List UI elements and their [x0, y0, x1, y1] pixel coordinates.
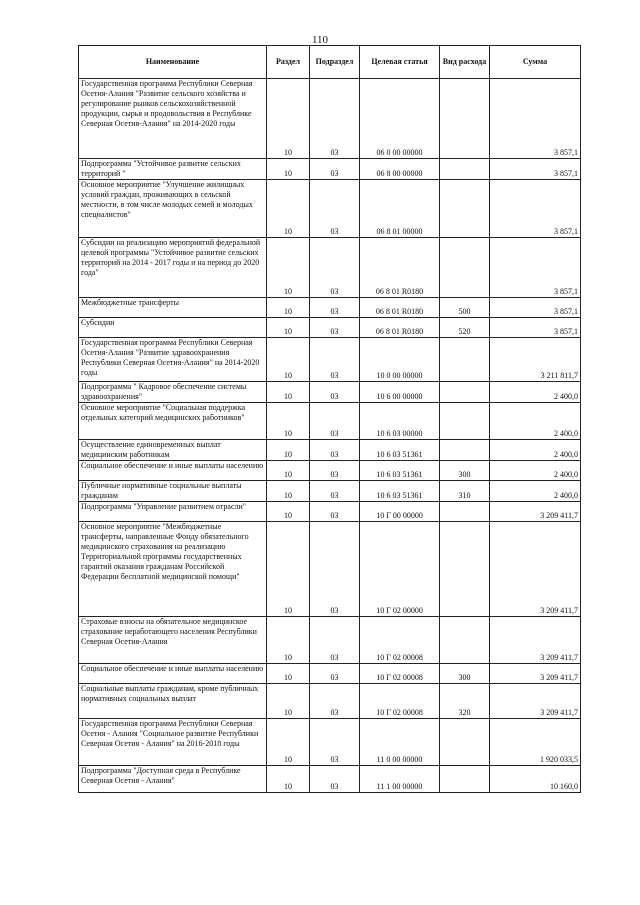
row-name: Субсидии на реализацию мероприятий федеральной целевой программы "Устойчивое развитие сельских территорий на 2014 - 2017 годы и на период до 2020 года"	[79, 238, 267, 298]
row-podrazdel: 03	[310, 338, 360, 382]
row-sum: 2 400,0	[490, 403, 581, 440]
row-name: Межбюджетные трансферты	[79, 298, 267, 318]
header-sum: Сумма	[490, 46, 581, 79]
header-razdel: Раздел	[267, 46, 310, 79]
row-sum: 2 400,0	[490, 440, 581, 461]
row-razdel: 10	[267, 766, 310, 793]
row-article: 10 Г 00 00000	[360, 502, 440, 522]
page-number: 110	[311, 34, 329, 46]
header-name: Наименование	[79, 46, 267, 79]
row-article: 06 8 00 00000	[360, 159, 440, 180]
row-razdel: 10	[267, 502, 310, 522]
row-podrazdel: 03	[310, 382, 360, 403]
row-vid	[440, 238, 490, 298]
table-row	[79, 403, 581, 440]
row-name: Государственная программа Республики Северная Осетия - Алания "Социальное развитие Республики Северная Осетия - Алания" на 2016-2018 годы	[79, 719, 267, 766]
row-podrazdel: 03	[310, 481, 360, 502]
row-sum: 3 209 411,7	[490, 664, 581, 684]
row-razdel: 10	[267, 238, 310, 298]
row-article: 06 8 01 00000	[360, 180, 440, 238]
row-article: 10 6 03 51361	[360, 440, 440, 461]
row-name: Основное мероприятие "Улучшение жилищных условий граждан, проживающих в сельской местности, в том числе молодых семей и молодых специалистов"	[79, 180, 267, 238]
header-vid: Вид расхода	[440, 46, 490, 79]
row-razdel: 10	[267, 159, 310, 180]
table-body	[79, 79, 581, 793]
row-podrazdel: 03	[310, 766, 360, 793]
table-row	[79, 461, 581, 481]
row-name: Основное мероприятие "Межбюджетные трансферты, направленные Фонду обязательного медицинского страхования на реализацию Территориальной программы государственных гарантий оказания гражданам Российской Федерации бесплатной медицинской помощи"	[79, 522, 267, 617]
row-sum: 10 160,0	[490, 766, 581, 793]
row-razdel: 10	[267, 461, 310, 481]
row-sum: 3 209 411,7	[490, 502, 581, 522]
budget-table	[78, 45, 581, 793]
table-row	[79, 481, 581, 502]
row-vid: 520	[440, 318, 490, 338]
row-article: 10 0 00 00000	[360, 338, 440, 382]
row-article: 10 Г 02 00000	[360, 522, 440, 617]
row-name: Государственная программа Республики Северная Осетия-Алания "Развитие сельского хозяйства и регулирование рынков сельскохозяйственной продукции, сырья и продовольствия в Республике Северная Осетия-Алания" на 2014-2020 годы	[79, 79, 267, 159]
table-row	[79, 238, 581, 298]
row-podrazdel: 03	[310, 522, 360, 617]
table-row	[79, 338, 581, 382]
row-razdel: 10	[267, 684, 310, 719]
row-name: Подпрограмма "Управление развитием отрасли"	[79, 502, 267, 522]
row-article: 10 Г 02 00008	[360, 684, 440, 719]
row-vid	[440, 502, 490, 522]
row-vid: 500	[440, 298, 490, 318]
row-sum: 3 857,1	[490, 180, 581, 238]
row-podrazdel: 03	[310, 617, 360, 664]
row-sum: 2 400,0	[490, 382, 581, 403]
row-podrazdel: 03	[310, 502, 360, 522]
table-row	[79, 79, 581, 159]
row-article: 11 0 00 00000	[360, 719, 440, 766]
row-vid	[440, 440, 490, 461]
row-sum: 3 857,1	[490, 318, 581, 338]
row-sum: 2 400,0	[490, 461, 581, 481]
row-podrazdel: 03	[310, 79, 360, 159]
row-podrazdel: 03	[310, 318, 360, 338]
row-razdel: 10	[267, 481, 310, 502]
row-razdel: 10	[267, 298, 310, 318]
header-podrazdel: Подраздел	[310, 46, 360, 79]
row-vid	[440, 403, 490, 440]
row-sum: 3 857,1	[490, 238, 581, 298]
row-razdel: 10	[267, 382, 310, 403]
row-article: 06 0 00 00000	[360, 79, 440, 159]
table-row	[79, 766, 581, 793]
row-article: 10 Г 02 00008	[360, 617, 440, 664]
row-name: Страховые взносы на обязательное медицинское страхование неработающего населения Республики Северная Осетия-Алания	[79, 617, 267, 664]
row-name: Публичные нормативные социальные выплаты гражданам	[79, 481, 267, 502]
row-vid	[440, 180, 490, 238]
row-article: 10 6 03 00000	[360, 403, 440, 440]
row-vid	[440, 382, 490, 403]
row-sum: 1 920 033,5	[490, 719, 581, 766]
row-razdel: 10	[267, 338, 310, 382]
row-vid: 300	[440, 664, 490, 684]
row-sum: 3 209 411,7	[490, 522, 581, 617]
table-header-row	[79, 46, 581, 79]
row-vid: 310	[440, 481, 490, 502]
row-sum: 3 209 411,7	[490, 617, 581, 664]
row-razdel: 10	[267, 180, 310, 238]
row-vid: 320	[440, 684, 490, 719]
row-razdel: 10	[267, 79, 310, 159]
row-article: 11 1 00 00000	[360, 766, 440, 793]
row-vid	[440, 719, 490, 766]
row-name: Социальное обеспечение и иные выплаты населению	[79, 664, 267, 684]
row-podrazdel: 03	[310, 664, 360, 684]
row-article: 10 Г 02 00008	[360, 664, 440, 684]
row-name: Субсидии	[79, 318, 267, 338]
row-article: 06 8 01 R0180	[360, 238, 440, 298]
row-razdel: 10	[267, 403, 310, 440]
row-name: Осуществление единовременных выплат медицинским работникам	[79, 440, 267, 461]
row-name: Подпрограмма "Доступная среда в Республике Северная Осетия - Алания"	[79, 766, 267, 793]
row-vid	[440, 79, 490, 159]
header-article: Целевая статья	[360, 46, 440, 79]
table-row	[79, 719, 581, 766]
row-razdel: 10	[267, 522, 310, 617]
row-podrazdel: 03	[310, 238, 360, 298]
row-podrazdel: 03	[310, 298, 360, 318]
row-sum: 3 211 811,7	[490, 338, 581, 382]
row-article: 06 8 01 R0180	[360, 318, 440, 338]
row-podrazdel: 03	[310, 180, 360, 238]
row-article: 10 6 03 51361	[360, 461, 440, 481]
row-razdel: 10	[267, 617, 310, 664]
row-name: Социальное обеспечение и иные выплаты населению	[79, 461, 267, 481]
row-podrazdel: 03	[310, 719, 360, 766]
table-row	[79, 522, 581, 617]
table-row	[79, 664, 581, 684]
table-row	[79, 382, 581, 403]
row-podrazdel: 03	[310, 684, 360, 719]
row-vid: 300	[440, 461, 490, 481]
row-article: 10 6 03 51361	[360, 481, 440, 502]
row-podrazdel: 03	[310, 159, 360, 180]
table-row	[79, 318, 581, 338]
row-name: Основное мероприятие "Социальная поддержка отдельных категорий медицинских работников"	[79, 403, 267, 440]
row-podrazdel: 03	[310, 461, 360, 481]
row-name: Подпрограмма "Устойчивое развитие сельских территорий "	[79, 159, 267, 180]
row-razdel: 10	[267, 719, 310, 766]
row-vid	[440, 159, 490, 180]
row-sum: 3 857,1	[490, 298, 581, 318]
row-razdel: 10	[267, 664, 310, 684]
table-row	[79, 617, 581, 664]
row-podrazdel: 03	[310, 403, 360, 440]
row-vid	[440, 522, 490, 617]
row-sum: 3 857,1	[490, 159, 581, 180]
row-vid	[440, 338, 490, 382]
row-sum: 3 857,1	[490, 79, 581, 159]
table-row	[79, 502, 581, 522]
row-sum: 2 400,0	[490, 481, 581, 502]
table-row	[79, 440, 581, 461]
table-row	[79, 159, 581, 180]
table-row	[79, 684, 581, 719]
row-sum: 3 209 411,7	[490, 684, 581, 719]
row-name: Государственная программа Республики Северная Осетия-Алания "Развитие здравоохранения Республики Северная Осетия-Алания" на 2014-2020 годы	[79, 338, 267, 382]
row-razdel: 10	[267, 318, 310, 338]
table-row	[79, 298, 581, 318]
row-razdel: 10	[267, 440, 310, 461]
row-podrazdel: 03	[310, 440, 360, 461]
row-article: 06 8 01 R0180	[360, 298, 440, 318]
row-article: 10 6 00 00000	[360, 382, 440, 403]
table-row	[79, 180, 581, 238]
row-vid	[440, 617, 490, 664]
row-name: Подпрограмма " Кадровое обеспечение системы здравоохранения"	[79, 382, 267, 403]
row-name: Социальные выплаты гражданам, кроме публичных нормативных социальных выплат	[79, 684, 267, 719]
row-vid	[440, 766, 490, 793]
